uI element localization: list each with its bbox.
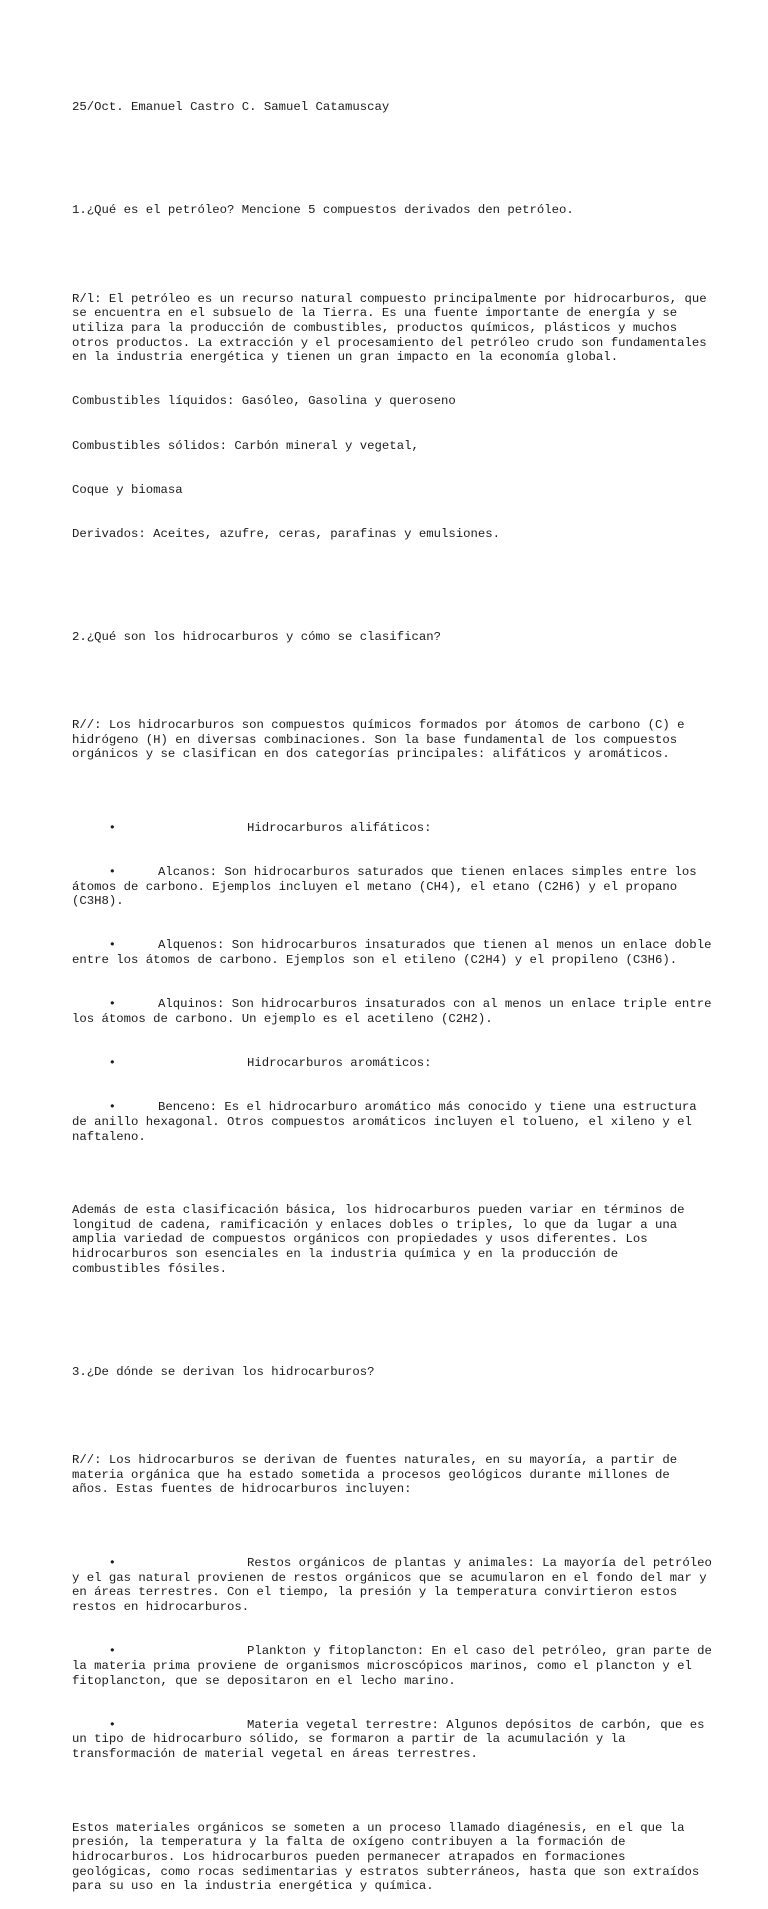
answer-1: R/l: El petróleo es un recurso natural compuesto principalmente por hidrocarburos, que se encuentra en el subsuelo de la Tierra. Es una fuente importante de energía y se utiliza para la producción de combustibles, productos químicos, plásticos y muchos otros productos. La extracción y el procesamiento del petróleo crudo son fundamentales en la industria energética y tienen un gran impacto en la economía global. bbox=[72, 291, 715, 365]
bullet-icon: • bbox=[108, 820, 116, 835]
answer-1-list-item: Coque y biomasa bbox=[72, 482, 183, 497]
answer-3-bullet-list bbox=[72, 1527, 720, 1792]
answer-2: R//: Los hidrocarburos son compuestos químicos formados por átomos de carbono (C) e hidrógeno (H) en diversas combinaciones. Son la base fundamental de los compuestos orgánicos y se clasifican en dos categorías principales: alifáticos y aromáticos. bbox=[72, 717, 692, 762]
answer-1-list-item: Derivados: Aceites, azufre, ceras, parafinas y emulsiones. bbox=[72, 526, 501, 541]
bullet-text: Restos orgánicos de plantas y animales: La mayoría del petróleo y el gas natural provienen de restos orgánicos que se acumularon en el fondo del mar y en áreas terrestres. Con el tiempo, la presión y la temperatura convirtieron estos restos en hidrocarburos. bbox=[72, 1555, 720, 1615]
spacer bbox=[72, 1409, 712, 1424]
bullet-text: Plankton y fitoplancton: En el caso del petróleo, gran parte de la materia prima proviene de organismos microscópicos marinos, como el plancton y el fitoplancton, que se depositaron en el lecho marino. bbox=[72, 1644, 720, 1688]
bullet-icon: • bbox=[108, 1717, 116, 1732]
bullet-item bbox=[72, 1718, 712, 1762]
bullet-item bbox=[72, 938, 719, 968]
bullet-text: Alquinos: Son hidrocarburos insaturados con al menos un enlace triple entre los átomos de carbono. Un ejemplo es el acetileno (C2H2). bbox=[72, 997, 719, 1026]
spacer bbox=[72, 145, 712, 160]
question-1: 1.¿Qué es el petróleo? Mencione 5 compuestos derivados den petróleo. bbox=[72, 203, 574, 218]
answer-3: R//: Los hidrocarburos se derivan de fuentes naturales, en su mayoría, a partir de materia orgánica que ha estado sometida a procesos geológicos durante millones de años. Estas fuentes de hidrocarburos incluyen: bbox=[72, 1453, 685, 1497]
bullet-icon: • bbox=[108, 1555, 116, 1570]
spacer bbox=[72, 247, 712, 262]
bullet-text: Hidrocarburos aromáticos: bbox=[247, 1056, 432, 1071]
answer-2-bullet-list bbox=[72, 791, 719, 1173]
bullet-icon: • bbox=[108, 1100, 116, 1115]
bullet-text: Hidrocarburos alifáticos: bbox=[247, 820, 432, 835]
answer-1-list-item: Combustibles líquidos: Gasóleo, Gasolina y queroseno bbox=[72, 394, 456, 409]
answer-3-closing: Estos materiales orgánicos se someten a un proceso llamado diagénesis, en el que la presión, la temperatura y la falta de oxígeno contribuyen a la formación de hidrocarburos. Los hidrocarburos pueden permanecer atrapados en formaciones geológicas, como rocas sedimentarias y estratos subterráneos, hasta que son extraídos para su uso en la industria energética y química. bbox=[72, 1820, 707, 1894]
bullet-icon: • bbox=[108, 1644, 116, 1659]
answer-1-list-item: Combustibles sólidos: Carbón mineral y vegetal, bbox=[72, 438, 419, 453]
bullet-item bbox=[72, 1100, 712, 1144]
bullet-text: Alcanos: Son hidrocarburos saturados que tienen enlaces simples entre los átomos de carbono. Ejemplos incluyen el metano (CH4), el etano (C2H6) y el propano (C3H8). bbox=[72, 864, 705, 909]
document-header: 25/Oct. Emanuel Castro C. Samuel Catamuscay bbox=[72, 100, 390, 115]
answer-2-closing: Además de esta clasificación básica, los hidrocarburos pueden variar en términos de longitud de cadena, ramificación y enlaces dobles o triples, lo que da lugar a una amplia variedad de compuestos orgánicos con propiedades y usos diferentes. Los hidrocarburos son esenciales en la industria química y en la producción de combustibles fósiles. bbox=[72, 1203, 692, 1276]
bullet-item bbox=[72, 865, 712, 909]
question-2: 2.¿Qué son los hidrocarburos y cómo se clasifican? bbox=[72, 629, 441, 644]
bullet-item bbox=[72, 1056, 712, 1071]
bullet-text: Alquenos: Son hidrocarburos insaturados que tienen al menos un enlace doble entre los átomos de carbono. Ejemplos son el etileno (C2H4) y el propileno (C3H6). bbox=[72, 938, 719, 968]
bullet-text: Materia vegetal terrestre: Algunos depósitos de carbón, que es un tipo de hidrocarburo sólido, se formaron a partir de la acumulación y la transformación de material vegetal en áreas terrestres. bbox=[72, 1717, 712, 1762]
bullet-item bbox=[72, 821, 712, 836]
spacer bbox=[72, 674, 712, 689]
bullet-icon: • bbox=[108, 997, 116, 1012]
spacer bbox=[72, 1306, 712, 1321]
bullet-icon: • bbox=[108, 938, 116, 953]
bullet-text: Benceno: Es el hidrocarburo aromático más conocido y tiene una estructura de anillo hexagonal. Otros compuestos aromáticos incluyen el tolueno, el xileno y el naftaleno. bbox=[72, 1100, 705, 1144]
bullet-item bbox=[72, 1555, 720, 1615]
bullet-icon: • bbox=[108, 864, 116, 879]
bullet-item bbox=[72, 1644, 720, 1688]
bullet-item bbox=[72, 997, 719, 1026]
spacer bbox=[72, 571, 712, 586]
document-page bbox=[72, 71, 720, 1909]
question-3: 3.¿De dónde se derivan los hidrocarburos? bbox=[72, 1364, 375, 1379]
bullet-icon: • bbox=[108, 1056, 116, 1071]
